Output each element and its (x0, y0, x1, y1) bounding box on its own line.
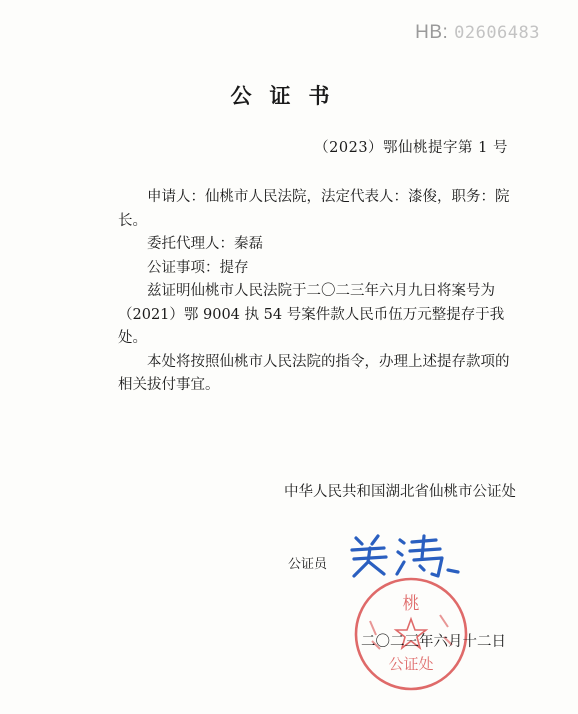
serial-prefix: HB: (415, 22, 449, 43)
document-number: （2023）鄂仙桃提字第 1 号 (314, 140, 508, 156)
instruction-paragraph: 本处将按照仙桃市人民法院的指令，办理上述提存款项的相关拔付事宜。 (118, 353, 510, 393)
applicant-paragraph: 申请人：仙桃市人民法院，法定代表人：漆俊，职务：院长。 (118, 189, 510, 229)
seal-text-top: 桃 (402, 594, 420, 614)
document-title: 公证书 (230, 83, 348, 108)
serial-number (415, 22, 540, 44)
agent-paragraph: 委托代理人：秦磊 (147, 236, 263, 252)
certification-paragraph: 兹证明仙桃市人民法院于二〇二三年六月九日将案号为（2021）鄂 9004 执 54 号案件款人民币伍万元整提存于我处。 (118, 283, 505, 346)
serial-value: 02606483 (454, 23, 540, 43)
seal-text-bottom: 公证处 (388, 655, 434, 673)
certificate-body (118, 186, 518, 398)
issue-date: 二〇二三年六月十二日 (361, 634, 506, 650)
notary-label: 公证员 (288, 557, 328, 572)
issuing-organization: 中华人民共和国湖北省仙桃市公证处 (284, 484, 516, 500)
matter-paragraph: 公证事项：提存 (147, 259, 249, 276)
